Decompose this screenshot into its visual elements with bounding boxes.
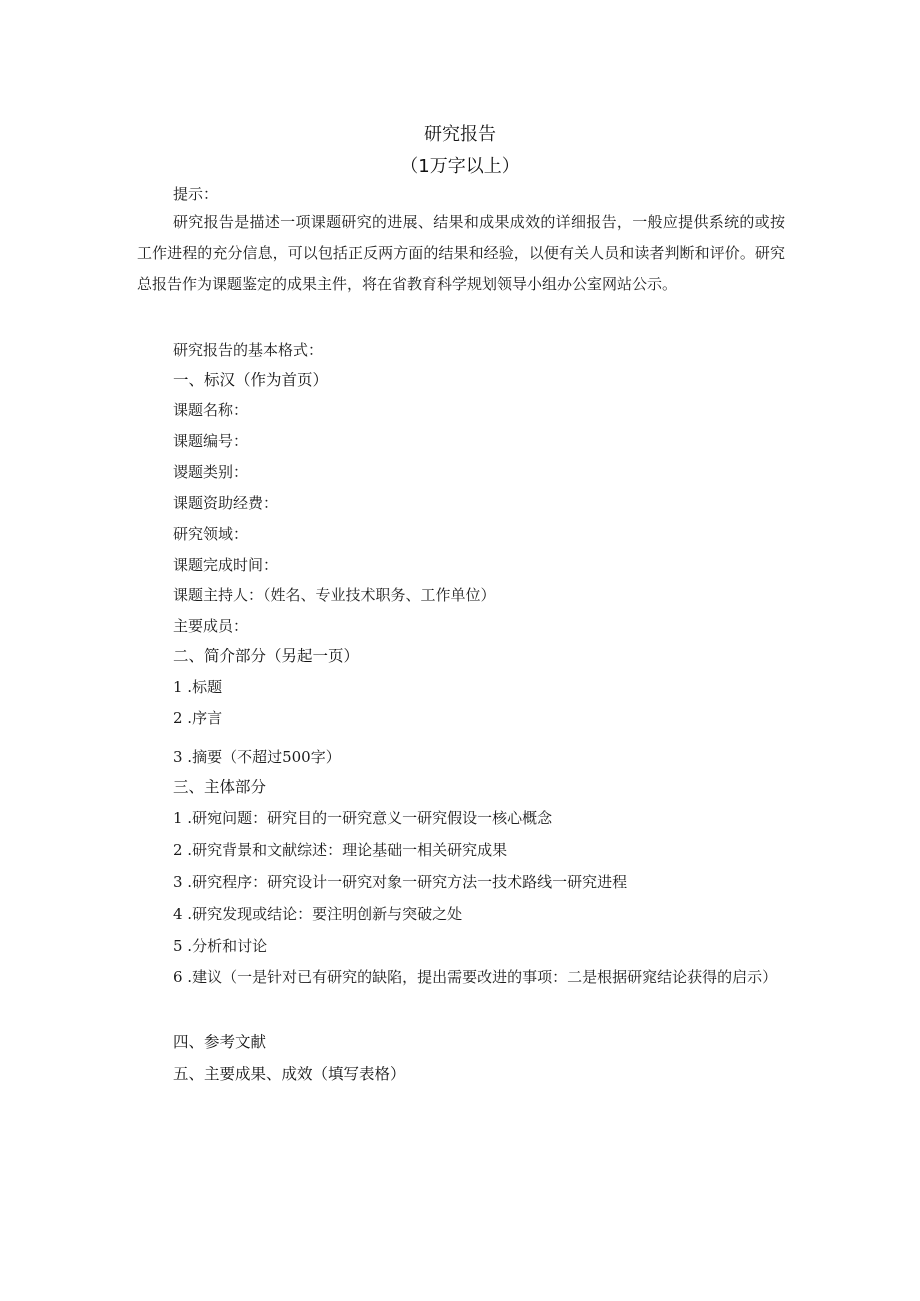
field-topic-name: 课题名称： [173,401,249,419]
intro-paragraph: 研究报告是描述一项课题研究的进展、结果和成果成效的详细报告，一般应提供系统的或按工作进程的充分信息，可以包括正反两方面的结果和经验，以便有关人员和读者判断和评价。研究总报告作为课题鉴定的成果主件，将在省教育科学规划领导小组办公室网站公示。 [137,213,785,293]
list-item: 1 .标题 [173,678,223,696]
hint-label: 提示： [173,185,219,203]
section3-heading: 三、主体部分 [173,778,267,796]
field-research-area: 研究领域： [173,525,249,543]
list-item: 2 .研究背景和文献综述：理论基础一相关研究成果 [173,841,508,859]
list-item: 6 .建议（一是针对已有研究的缺陷，提出需要改进的事项：二是根据研窕结论获得的启示） [173,968,778,986]
list-item: 1 .研宛问题：研究目的一研究意义一研究假设一核心概念 [173,809,553,827]
document-title: 研究报告 [424,124,496,145]
field-topic-category: 谡题类别： [173,463,249,481]
format-intro: 研究报告的基本格式： [173,341,324,359]
field-topic-number: 课题编号： [173,432,249,450]
section5-heading: 五、主要成果、成效（填写表格） [173,1065,406,1083]
field-members: 主要成员： [173,617,249,635]
section1-heading: 一、标汉（作为首页） [173,371,329,389]
list-item: 5 .分析和讨论 [173,937,268,955]
field-funding: 课题资助经费： [173,494,279,512]
field-completion-time: 课题完成时间： [173,556,279,574]
document-subtitle: （1万字以上） [400,156,520,177]
list-item: 2 .序言 [173,709,223,727]
list-item: 3 .摘要（不超过500字） [173,748,341,766]
section4-heading: 四、参考文献 [173,1033,267,1051]
list-item: 4 .研究发现或结论：要注明创新与突破之处 [173,905,463,923]
section2-heading: 二、简介部分（另起一页） [173,647,360,665]
list-item: 3 .研究程序：研究设计一研究对象一研究方法一技术路线一研究进程 [173,873,628,891]
field-host: 课题主持人：（姓名、专业技术职务、工作单位） [173,586,496,604]
